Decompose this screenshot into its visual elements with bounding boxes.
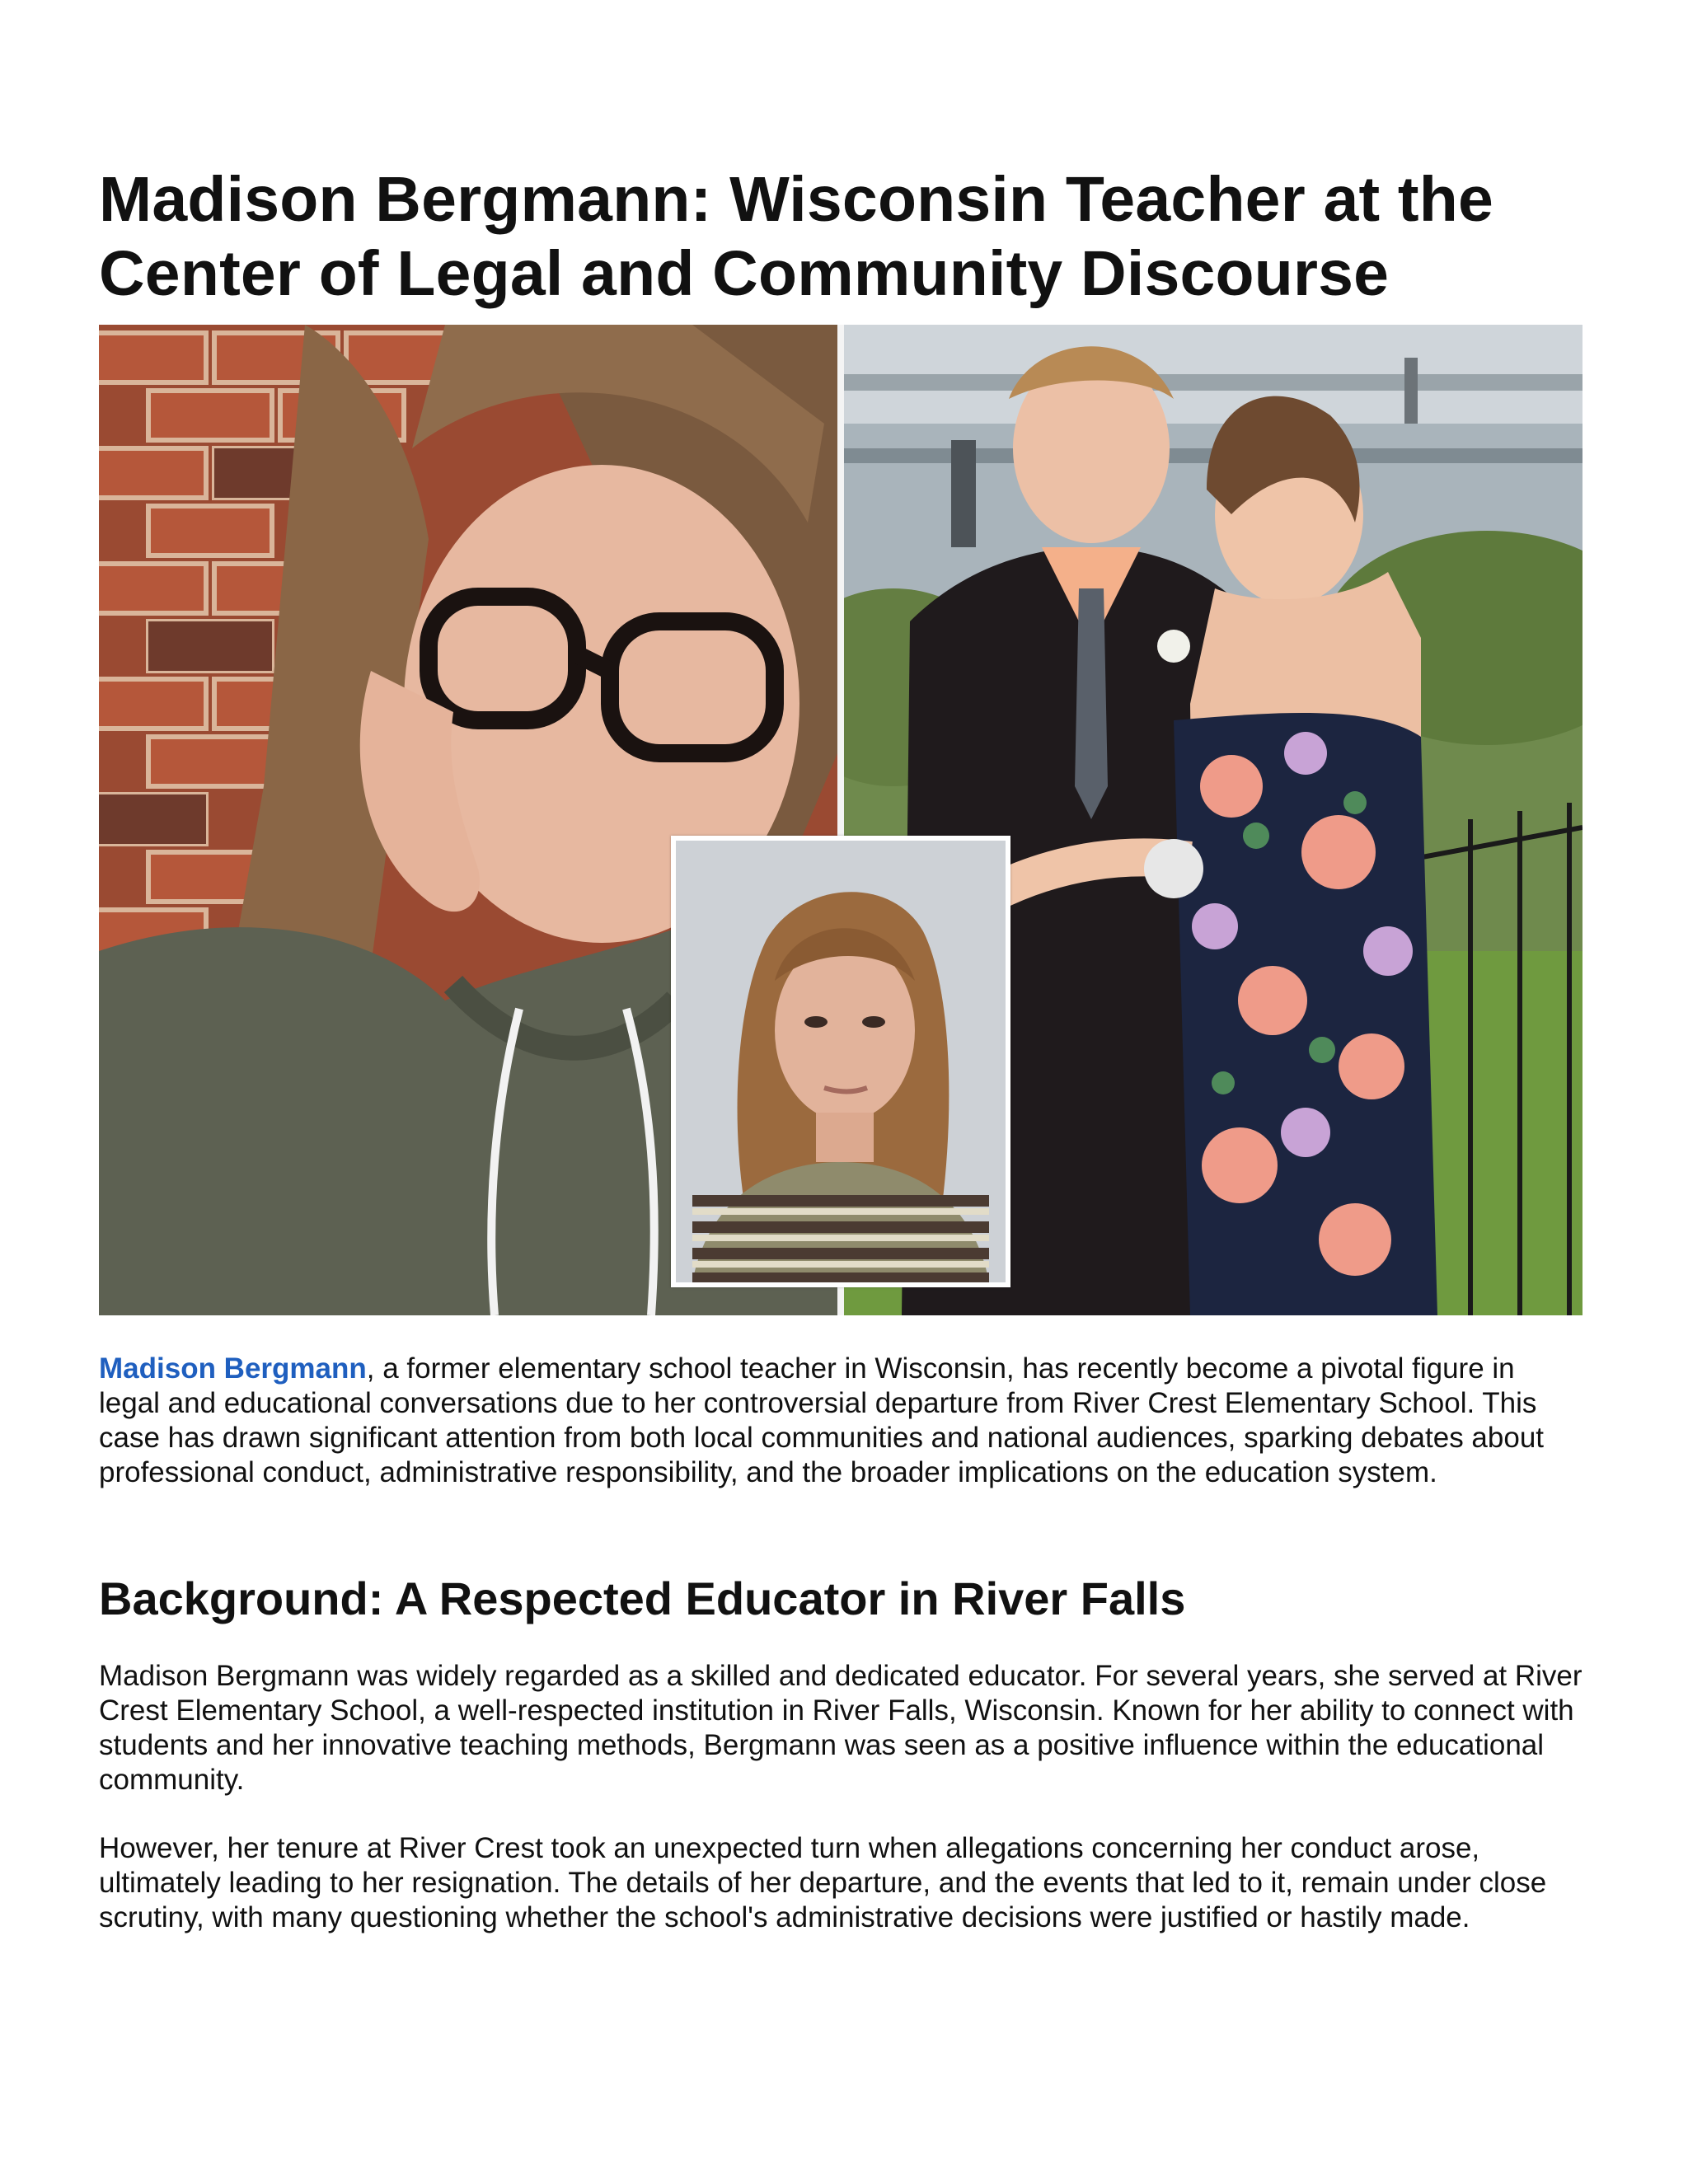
inset-portrait-photo bbox=[671, 836, 1010, 1287]
madison-bergmann-link[interactable]: Madison Bergmann bbox=[99, 1352, 367, 1385]
intro-paragraph bbox=[99, 1352, 1582, 1490]
intro-text: , a former elementary school teacher in Wisconsin, has recently become a pivotal figure in legal and educational conversations due to her controversial departure from River Crest Elementary School. This case has drawn significant attention from both local communities and national audiences, sparking debates about professional conduct, administrative responsibility, and the broader implications on the education system. bbox=[99, 1352, 1545, 1488]
section-heading: Background: A Respected Educator in River Falls bbox=[99, 1572, 1186, 1624]
background-paragraph-2: However, her tenure at River Crest took an unexpected turn when allegations concerning her conduct arose, ultimately leading to her resignation. The details of her departure, and the events that led to it, remain under close scrutiny, with many questioning whether the school's administrative decisions were justified or hastily made. bbox=[99, 1832, 1547, 1933]
hero-image-collage bbox=[99, 325, 1582, 1315]
article-title: Madison Bergmann: Wisconsin Teacher at the Center of Legal and Community Discourse bbox=[99, 164, 1494, 309]
background-paragraph-1: Madison Bergmann was widely regarded as a skilled and dedicated educator. For several years, she served at River Crest Elementary School, a well-respected institution in River Falls, Wisconsin. Known for her ability to connect with students and her innovative teaching methods, Bergmann was seen as a positive influence within the educational community. bbox=[99, 1660, 1582, 1796]
